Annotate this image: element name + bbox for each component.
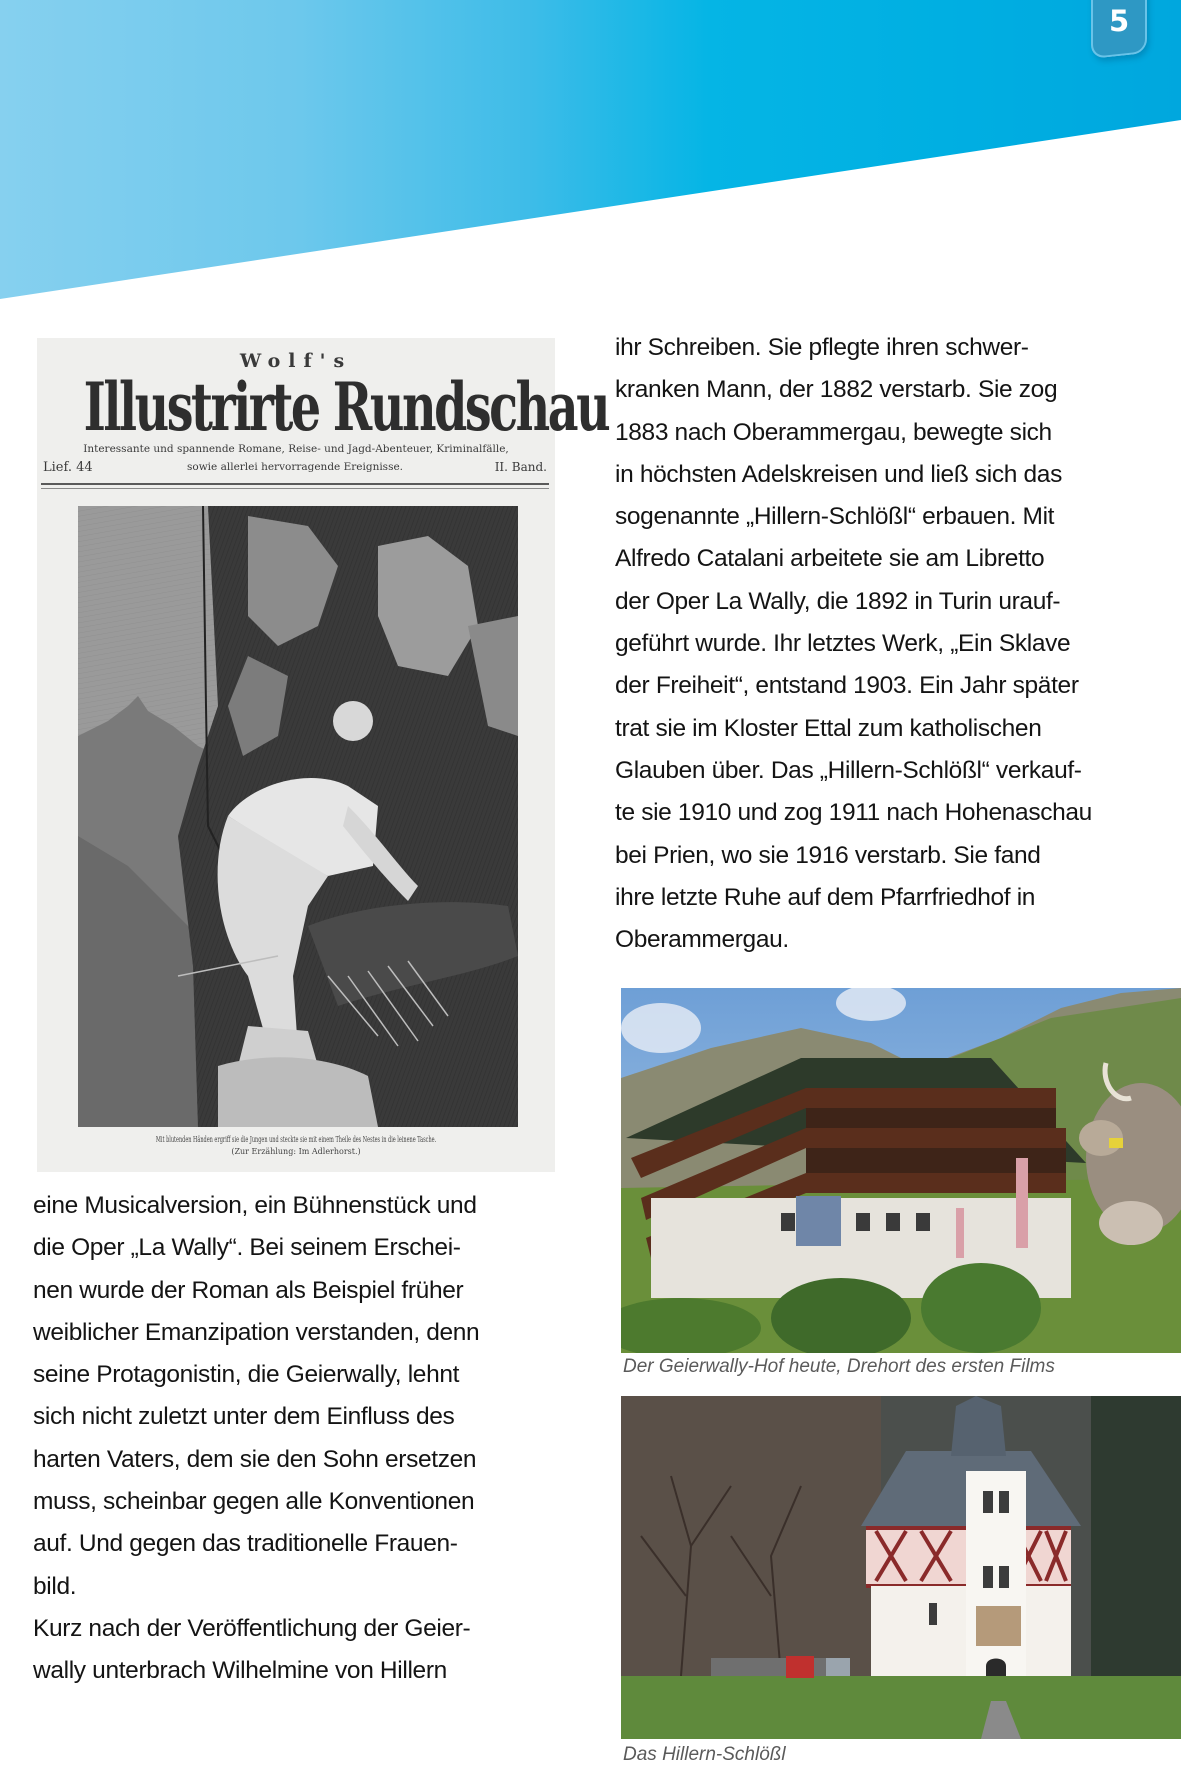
engraving-illustration bbox=[78, 506, 518, 1127]
magazine-subtitle-2: sowie allerlei hervorragende Ereignisse. bbox=[186, 461, 404, 473]
text-line: sogenannte „Hillern-Schlößl“ erbauen. Mit bbox=[615, 503, 1055, 531]
photo-caption-schloessl: Das Hillern-Schlößl bbox=[623, 1744, 786, 1765]
page-number-badge bbox=[1091, 0, 1147, 59]
figure-head bbox=[333, 701, 373, 741]
engraving-caption bbox=[37, 1134, 555, 1158]
photo-geierwally-hof bbox=[621, 988, 1181, 1353]
magazine-volume: II. Band. bbox=[494, 460, 547, 474]
text-line: geführt wurde. Ihr letztes Werk, „Ein Sklave bbox=[615, 630, 1071, 658]
text-line: wally unterbrach Wilhelmine von Hillern bbox=[33, 1657, 447, 1685]
magazine-clipping-image bbox=[37, 338, 609, 1172]
engraving-caption-line-1: Mit blutenden Händen ergriff sie die Jungen und steckte sie mit einem Theile des Nestes in die leinene Tasche. bbox=[155, 1135, 437, 1144]
text-line: harten Vaters, dem sie den Sohn ersetzen bbox=[33, 1445, 477, 1473]
text-line: ihr Schreiben. Sie pflegte ihren schwer- bbox=[615, 334, 1029, 361]
photo-caption-hof: Der Geierwally-Hof heute, Drehort des ersten Films bbox=[623, 1356, 1055, 1377]
text-line: te sie 1910 und zog 1911 nach Hohenaschau bbox=[615, 799, 1092, 827]
text-line: in höchsten Adelskreisen und ließ sich das bbox=[615, 460, 1062, 488]
text-line: die Oper „La Wally“. Bei seinem Erschei- bbox=[33, 1234, 461, 1262]
left-column-text bbox=[33, 1185, 479, 1693]
right-column-text bbox=[615, 327, 1092, 961]
magazine-title: Illustrirte Rundschau bbox=[83, 368, 609, 447]
text-line: Oberammergau. bbox=[615, 926, 789, 954]
magazine-subtitle: Interessante und spannende Romane, Reise- und Jagd-Abenteuer, Kriminalfälle, bbox=[83, 443, 509, 455]
flag bbox=[1016, 1158, 1028, 1248]
text-line: bei Prien, wo sie 1916 verstarb. Sie fand bbox=[615, 841, 1041, 869]
red-car bbox=[786, 1656, 814, 1678]
text-line: 1883 nach Oberammergau, bewegte sich bbox=[615, 418, 1052, 446]
text-line: ihre letzte Ruhe auf dem Pfarrfriedhof in bbox=[615, 883, 1036, 911]
wall-fresco bbox=[976, 1606, 1021, 1646]
text-line: sich nicht zuletzt unter dem Einfluss des bbox=[33, 1403, 455, 1431]
text-line: der Oper La Wally, die 1892 in Turin urauf- bbox=[615, 587, 1061, 615]
magazine-rule bbox=[41, 483, 549, 489]
lawn bbox=[621, 1676, 1181, 1739]
photo-hillern-schloessl bbox=[621, 1396, 1181, 1739]
page-number: 5 bbox=[1109, 4, 1129, 38]
text-line: bild. bbox=[33, 1572, 77, 1600]
magazine-issue: Lief. 44 bbox=[43, 460, 93, 475]
text-line: eine Musicalversion, ein Bühnenstück und bbox=[33, 1192, 477, 1219]
engraving-caption-line-2: (Zur Erzählung: Im Adlerhorst.) bbox=[231, 1147, 361, 1156]
text-line: auf. Und gegen das traditionelle Frauen- bbox=[33, 1530, 458, 1558]
text-line: Kurz nach der Veröffentlichung der Geier- bbox=[33, 1614, 471, 1642]
magazine-meta-row bbox=[43, 460, 547, 476]
text-line: weiblicher Emanzipation verstanden, denn bbox=[33, 1318, 480, 1346]
text-line: seine Protagonistin, die Geierwally, lehnt bbox=[33, 1361, 460, 1389]
header-band bbox=[0, 0, 1181, 300]
text-line: der Freiheit“, entstand 1903. Ein Jahr später bbox=[615, 672, 1079, 700]
magazine-publisher: Wolf's bbox=[239, 350, 353, 372]
text-line: nen wurde der Roman als Beispiel früher bbox=[33, 1276, 464, 1304]
text-line: trat sie im Kloster Ettal zum katholischen bbox=[615, 714, 1042, 742]
text-line: kranken Mann, der 1882 verstarb. Sie zog bbox=[615, 376, 1058, 404]
text-line: Alfredo Catalani arbeitete sie am Libretto bbox=[615, 545, 1045, 573]
text-line: Glauben über. Das „Hillern-Schlößl“ verkauf- bbox=[615, 756, 1082, 784]
text-line: muss, scheinbar gegen alle Konventionen bbox=[33, 1488, 475, 1516]
